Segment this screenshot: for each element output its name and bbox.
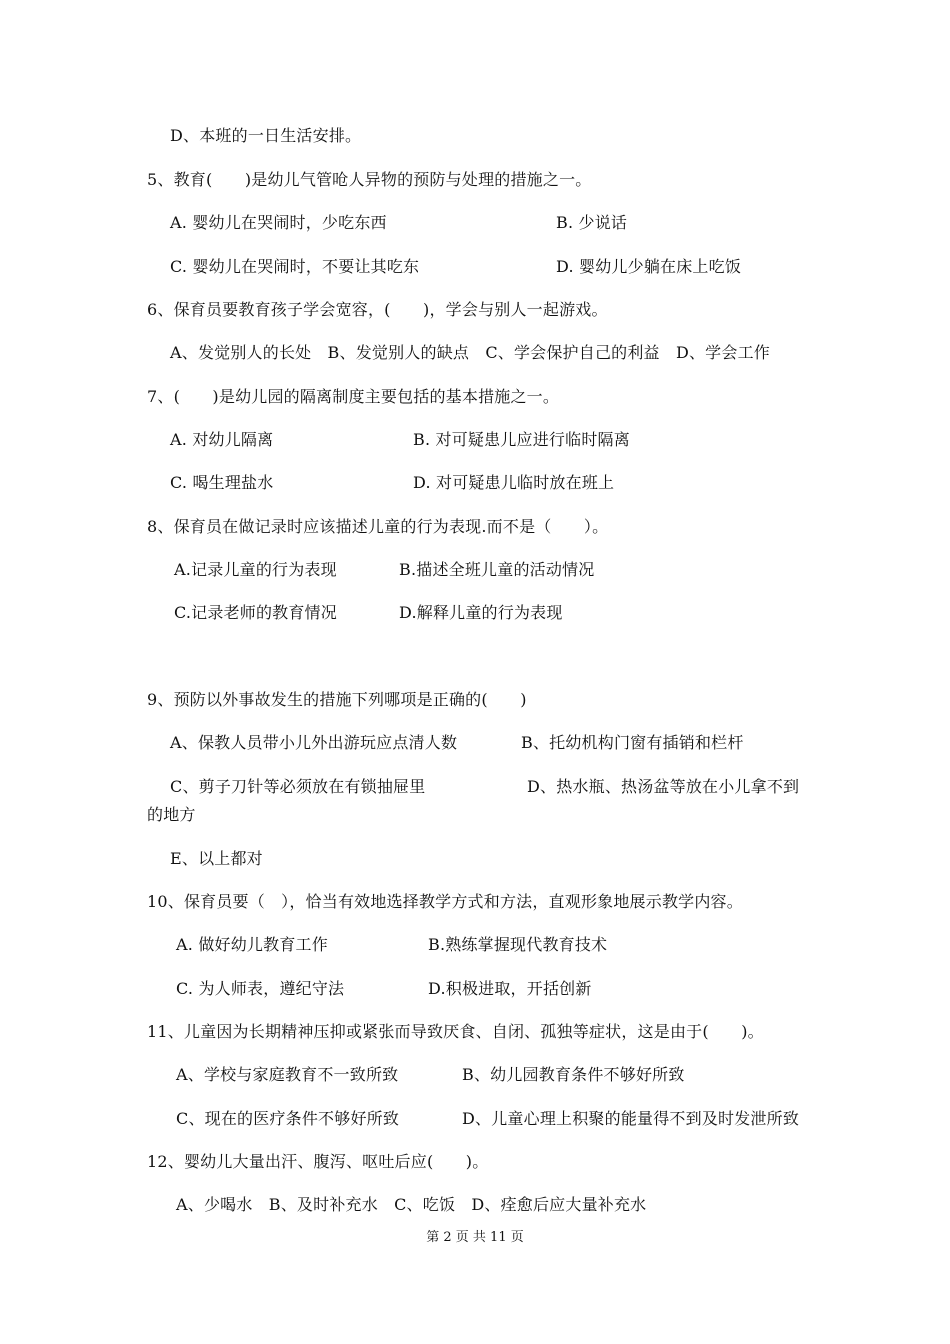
option-d: D.积极进取，开括创新 [428, 979, 592, 998]
question-stem: 6、保育员要教育孩子学会宽容，( )，学会与别人一起游戏。 [147, 300, 608, 319]
option-d-continued: 的地方 [147, 805, 196, 824]
option-e: E、以上都对 [170, 849, 263, 868]
option-d: D、热水瓶、热汤盆等放在小儿拿不到 [527, 777, 800, 796]
question-stem: 9、预防以外事故发生的措施下列哪项是正确的( ) [147, 690, 527, 709]
option-c: C、剪子刀针等必须放在有锁抽屉里 [170, 777, 426, 796]
option-d: D.解释儿童的行为表现 [399, 603, 563, 622]
page-footer: 第 2 页 共 11 页 [426, 1230, 524, 1245]
option-b: B、托幼机构门窗有插销和栏杆 [521, 733, 744, 752]
question-stem: 8、保育员在做记录时应该描述儿童的行为表现.而不是（ ）。 [147, 517, 609, 536]
option-a: A、保教人员带小儿外出游玩应点清人数 [170, 733, 458, 752]
option-c: C. 喝生理盐水 [170, 473, 274, 492]
option-a: A. 做好幼儿教育工作 [176, 935, 328, 954]
option-b: B.描述全班儿童的活动情况 [399, 560, 595, 579]
option-c: C. 为人师表，遵纪守法 [176, 979, 345, 998]
option-c: C、现在的医疗条件不够好所致 [176, 1109, 400, 1128]
option-d: D、儿童心理上积聚的能量得不到及时发泄所致 [462, 1109, 800, 1128]
question-stem: 5、教育( )是幼儿气管呛人异物的预防与处理的措施之一。 [147, 170, 592, 189]
option-b: B. 少说话 [556, 213, 628, 232]
option-d: D. 婴幼儿少躺在床上吃饭 [556, 257, 742, 276]
options-row: A、少喝水 B、及时补充水 C、吃饭 D、痊愈后应大量补充水 [176, 1195, 647, 1214]
option-c: C. 婴幼儿在哭闹时，不要让其吃东 [170, 257, 420, 276]
options-row: A、发觉别人的长处 B、发觉别人的缺点 C、学会保护自己的利益 D、学会工作 [170, 343, 770, 362]
option-a: A. 对幼儿隔离 [170, 430, 274, 449]
option-b: B.熟练掌握现代教育技术 [428, 935, 608, 954]
option-a: A.记录儿童的行为表现 [174, 560, 337, 579]
option-b: B、幼儿园教育条件不够好所致 [462, 1065, 685, 1084]
option-d: D. 对可疑患儿临时放在班上 [413, 473, 615, 492]
option-b: B. 对可疑患儿应进行临时隔离 [413, 430, 630, 449]
option-a: A、学校与家庭教育不一致所致 [176, 1065, 399, 1084]
question-stem: 10、保育员要（ ），恰当有效地选择教学方式和方法，直观形象地展示教学内容。 [147, 892, 743, 911]
option-c: C.记录老师的教育情况 [174, 603, 337, 622]
question-stem: 7、( )是幼儿园的隔离制度主要包括的基本措施之一。 [147, 387, 560, 406]
option-d: D、本班的一日生活安排。 [170, 126, 362, 145]
option-a: A. 婴幼儿在哭闹时，少吃东西 [170, 213, 387, 232]
question-stem: 11、儿童因为长期精神压抑或紧张而导致厌食、自闭、孤独等症状，这是由于( )。 [147, 1022, 764, 1041]
question-stem: 12、婴幼儿大量出汗、腹泻、呕吐后应( )。 [147, 1152, 489, 1171]
